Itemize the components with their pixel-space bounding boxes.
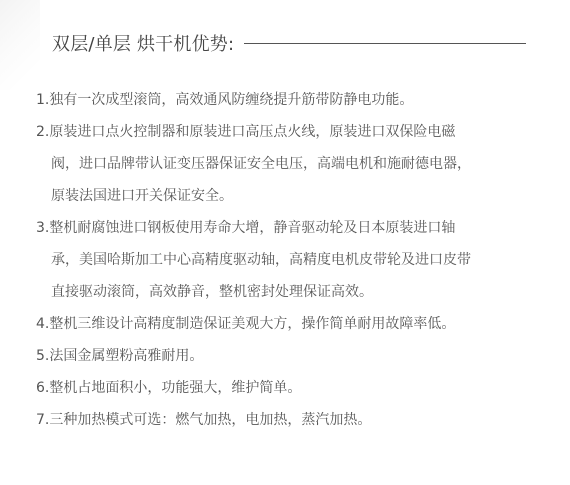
advantage-line: 5.法国金属塑粉高雅耐用。 (36, 348, 204, 364)
advantage-line: 承，美国哈斯加工中心高精度驱动轴，高精度电机皮带轮及进口皮带 (51, 252, 471, 268)
advantage-item-6 (36, 372, 546, 404)
advantage-line: 1.独有一次成型滚筒，高效通风防缠绕提升筋带防静电功能。 (36, 92, 414, 108)
section-title: 双层/单层 烘干机优势: (52, 34, 235, 55)
advantage-line: 3.整机耐腐蚀进口钢板使用寿命大增，静音驱动轮及日本原装进口轴 (36, 220, 456, 236)
advantage-item-7 (36, 404, 546, 436)
advantage-line: 6.整机占地面积小，功能强大，维护简单。 (36, 380, 302, 396)
advantage-line: 直接驱动滚筒，高效静音，整机密封处理保证高效。 (51, 284, 373, 300)
advantage-line: 4.整机三维设计高精度制造保证美观大方，操作简单耐用故障率低。 (36, 316, 456, 332)
advantage-line: 7.三种加热模式可选：燃气加热，电加热，蒸汽加热。 (36, 412, 372, 428)
advantage-line: 阀，进口品牌带认证变压器保证安全电压，高端电机和施耐德电器， (51, 156, 471, 172)
advantages-list (36, 84, 546, 436)
section-header (52, 28, 526, 58)
advantage-line: 2.原装进口点火控制器和原装进口高压点火线，原装进口双保险电磁 (36, 124, 456, 140)
title-divider (244, 43, 526, 44)
advantage-item-4 (36, 308, 546, 340)
advantage-item-5 (36, 340, 546, 372)
corner-shade (0, 0, 40, 90)
advantage-item-2 (36, 116, 546, 212)
advantage-item-3 (36, 212, 546, 308)
advantage-item-1 (36, 84, 546, 116)
advantage-line: 原装法国进口开关保证安全。 (51, 188, 233, 204)
